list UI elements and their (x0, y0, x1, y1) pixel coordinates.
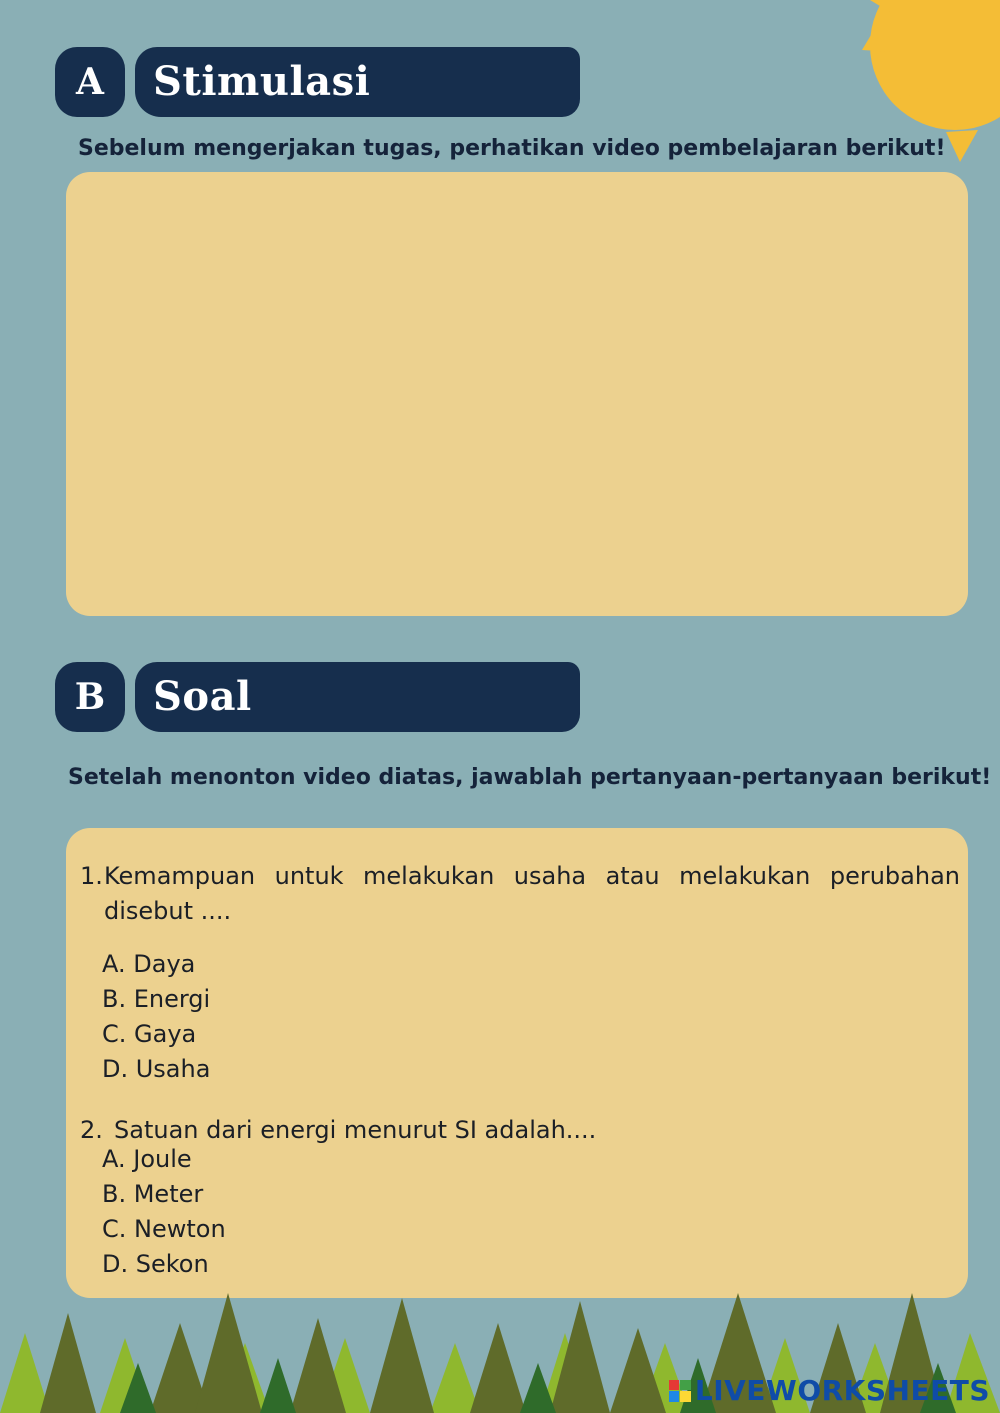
questions-card (66, 828, 968, 1298)
question-1-option-d[interactable]: D. Usaha (102, 1055, 211, 1083)
section-b-letter: B (55, 662, 125, 732)
question-1-text-continued: disebut .... (104, 897, 232, 925)
section-a-title: Stimulasi (135, 47, 580, 117)
question-1-text: Kemampuan untuk melakukan usaha atau melakukan perubahan (104, 862, 960, 890)
question-2-option-a[interactable]: A. Joule (102, 1145, 192, 1173)
question-2-option-c[interactable]: C. Newton (102, 1215, 226, 1243)
liveworksheets-brand-name: LIVEWORKSHEETS (694, 1374, 990, 1407)
question-2-text: Satuan dari energi menurut SI adalah.... (114, 1116, 597, 1144)
liveworksheets-logo (669, 1374, 990, 1407)
question-1 (80, 858, 960, 938)
question-1-number: 1. (80, 862, 103, 890)
section-a-header (55, 47, 580, 117)
question-2-number: 2. (80, 1116, 103, 1144)
question-1-option-c[interactable]: C. Gaya (102, 1020, 197, 1048)
section-a-letter: A (55, 47, 125, 117)
liveworksheets-logo-icon (669, 1380, 691, 1402)
question-1-option-a[interactable]: A. Daya (102, 950, 196, 978)
question-2-option-b[interactable]: B. Meter (102, 1180, 204, 1208)
video-embed-area[interactable] (66, 172, 968, 616)
questions-instruction: Setelah menonton video diatas, jawablah pertanyaan-pertanyaan berikut! (68, 765, 992, 790)
question-2 (80, 1112, 948, 1148)
sun-illustration (810, 0, 1000, 190)
question-2-option-d[interactable]: D. Sekon (102, 1250, 209, 1278)
question-1-option-b[interactable]: B. Energi (102, 985, 211, 1013)
section-b-header (55, 662, 580, 732)
stimulation-instruction: Sebelum mengerjakan tugas, perhatikan video pembelajaran berikut! (78, 136, 946, 161)
section-b-title: Soal (135, 662, 580, 732)
